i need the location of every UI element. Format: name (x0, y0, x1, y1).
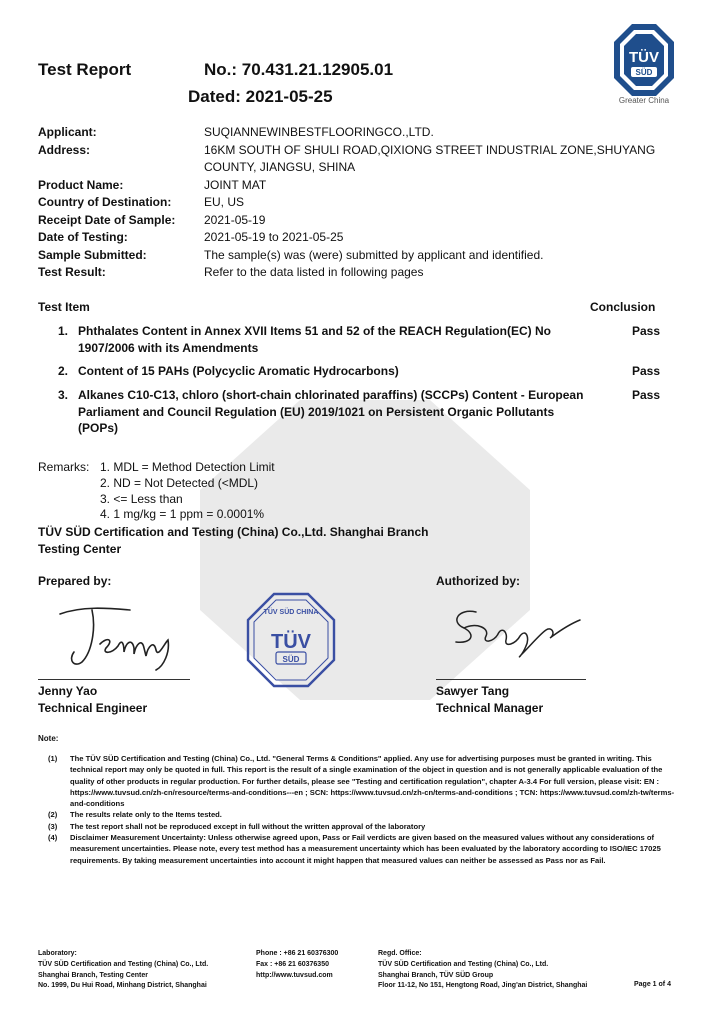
info-row-testing-date (38, 229, 678, 247)
prepared-name: Jenny Yao (38, 684, 98, 698)
info-label: Applicant: (38, 125, 97, 139)
info-row-receipt-date (38, 212, 678, 230)
authorized-title: Technical Manager (436, 701, 544, 715)
info-row-sample (38, 247, 678, 265)
report-info-table (38, 124, 678, 282)
authorized-name: Sawyer Tang (436, 684, 510, 698)
remark-item: 4. 1 mg/kg = 1 ppm = 0.0001% (100, 507, 265, 522)
info-label: Receipt Date of Sample: (38, 212, 176, 227)
footer-line: TÜV SÜD Certification and Testing (China) Co., Ltd. (378, 960, 549, 968)
info-label: Date of Testing: (38, 230, 128, 244)
info-value: 2021-05-19 to 2021-05-25 (204, 230, 344, 244)
authorized-by-label: Authorized by: (436, 574, 520, 588)
test-item-text: Content of 15 PAHs (Polycyclic Aromatic Hydrocarbons) (78, 364, 399, 378)
authorized-signature-line (436, 679, 586, 680)
info-value: 16KM SOUTH OF SHULI ROAD,QIXIONG STREET INDUSTRIAL ZONE,SHUYANG COUNTY, JIANGSU, SHINA (204, 142, 656, 174)
prepared-title: Technical Engineer (38, 701, 148, 715)
page-number: Page 1 of 4 (634, 981, 671, 988)
report-date: Dated: 2021-05-25 (188, 87, 333, 106)
info-value: The sample(s) was (were) submitted by applicant and identified. (204, 247, 544, 262)
tuv-sud-logo (612, 22, 676, 98)
footer-website-link[interactable]: http://www.tuvsud.com (256, 971, 333, 979)
footer-line: Floor 11-12, No 151, Hengtong Road, Jing'an District, Shanghai (378, 982, 588, 990)
conclusion-header: Conclusion (590, 300, 656, 314)
remark-item: 3. <= Less than (100, 491, 183, 506)
svg-text:SÜD: SÜD (282, 655, 300, 664)
prepared-signer (38, 683, 147, 717)
footer-line: Regd. Office: (378, 950, 422, 957)
footer-fax: Fax : +86 21 60376350 (256, 960, 329, 968)
note-text: The test report shall not be reproduced except in full without the written approval of the laboratory (70, 821, 426, 831)
test-item-text: Phthalates Content in Annex XVII Items 51 and 52 of the REACH Regulation(EC) No 1907/2006 with its Amendments (78, 324, 551, 355)
info-value: Refer to the data listed in following pages (204, 265, 424, 279)
remarks-list (100, 460, 275, 523)
note-item (38, 832, 678, 866)
test-item-number: 2. (57, 364, 68, 378)
test-item-row (38, 363, 678, 380)
footer-phone: Phone : +86 21 60376300 (256, 950, 339, 957)
info-value: SUQIANNEWINBESTFLOORINGCO.,LTD. (204, 125, 434, 139)
info-label: Sample Submitted: (38, 247, 147, 262)
info-value: EU, US (204, 195, 245, 209)
info-row-result (38, 264, 678, 282)
info-row-applicant (38, 124, 678, 142)
remarks-label: Remarks: (38, 460, 90, 474)
svg-text:SÜD: SÜD (635, 68, 653, 77)
company-stamp (246, 592, 336, 688)
prepared-signature-line (38, 679, 190, 680)
note-text: Disclaimer Measurement Uncertainty: Unless otherwise agreed upon, Pass or Fail verdicts are given based on the measured values without any considerations of measurement uncertainties. Please note, every test method has a measurement uncertainty which has been evaluated by the laboratory according to ISO/IEC 17025 requirements. By taking measurement uncertainties into account it might happen that measured values can neither be assessed as Pass nor as Fail. (70, 833, 661, 865)
note-item (38, 753, 678, 809)
company-line: TÜV SÜD Certification and Testing (China) Co.,Ltd. Shanghai Branch (38, 525, 429, 539)
info-label: Product Name: (38, 177, 124, 192)
note-text: The results relate only to the Items tested. (70, 810, 222, 820)
note-number: (4) (48, 833, 58, 843)
footer-line: TÜV SÜD Certification and Testing (China) Co., Ltd. (38, 960, 209, 968)
footer-office (378, 949, 587, 992)
prepared-by-label: Prepared by: (38, 574, 112, 588)
test-item-header: Test Item (38, 300, 90, 314)
note-number: (3) (48, 821, 58, 831)
test-item-number: 1. (57, 324, 68, 338)
footer-contact (256, 949, 338, 981)
report-number: No.: 70.431.21.12905.01 (204, 60, 394, 79)
info-row-address (38, 142, 678, 177)
info-label: Address: (38, 142, 91, 157)
info-value: JOINT MAT (204, 177, 267, 192)
test-item-row (38, 387, 678, 437)
remark-item: 1. MDL = Method Detection Limit (100, 460, 275, 474)
report-title: Test Report (38, 60, 132, 79)
note-number: (1) (48, 754, 58, 763)
authorized-signer (436, 683, 543, 717)
footer-line: Shanghai Branch, Testing Center (38, 971, 148, 979)
info-label: Test Result: (38, 265, 106, 279)
note-item (38, 821, 678, 832)
footer-line: Shanghai Branch, TÜV SÜD Group (378, 971, 494, 979)
prepared-signature (52, 600, 182, 672)
testing-company (38, 524, 428, 557)
footer-line: Laboratory: (38, 950, 77, 957)
note-label: Note: (38, 734, 59, 743)
note-number: (2) (48, 810, 58, 820)
info-row-destination (38, 194, 678, 212)
test-item-result: Pass (631, 388, 661, 402)
test-item-result: Pass (631, 364, 661, 378)
note-item (38, 809, 678, 820)
info-row-product (38, 177, 678, 195)
info-label: Country of Destination: (38, 195, 172, 209)
test-item-number: 3. (57, 388, 68, 402)
test-item-row (38, 323, 678, 356)
remark-item: 2. ND = Not Detected (<MDL) (100, 475, 259, 490)
note-text: The TÜV SÜD Certification and Testing (China) Co., Ltd. "General Terms & Conditions" applied. Any use for advertising purposes must be granted in writing. This technical report may only be quoted in full. This report is the result of a single examination of the object in question and is not generally applicable evaluation of the quality of other products in regular production. For further details, please see "Testing and certification regulation", chapter A-3.4 For full version, please visit: EN : https://www.tuvsud.cn/zh-cn/resource/terms-and-conditions---en ; SCN: https://www.tuvsud.cn/zh-cn/terms-and-conditions ; TCN: https://www.tuvsud.com/zh-tw/terms-and-conditions (70, 754, 675, 809)
company-line: Testing Center (38, 541, 122, 556)
info-value: 2021-05-19 (204, 212, 266, 227)
footer-line: No. 1999, Du Hui Road, Minhang District, Shanghai (38, 982, 207, 990)
svg-text:TÜV SÜD CHINA: TÜV SÜD CHINA (263, 609, 319, 616)
svg-text:TÜV: TÜV (629, 49, 659, 66)
test-item-text: Alkanes C10-C13, chloro (short-chain chlorinated paraffins) (SCCPs) Content - European Parliament and Council Regulation (EU) 2019/1021 on Persistent Organic Pollutants (POPs) (78, 388, 584, 435)
footer-laboratory (38, 949, 208, 992)
logo-caption: Greater China (618, 96, 670, 105)
test-item-result: Pass (631, 324, 661, 338)
authorized-signature (446, 598, 586, 666)
svg-text:TÜV: TÜV (271, 631, 311, 653)
notes-list (38, 753, 678, 866)
